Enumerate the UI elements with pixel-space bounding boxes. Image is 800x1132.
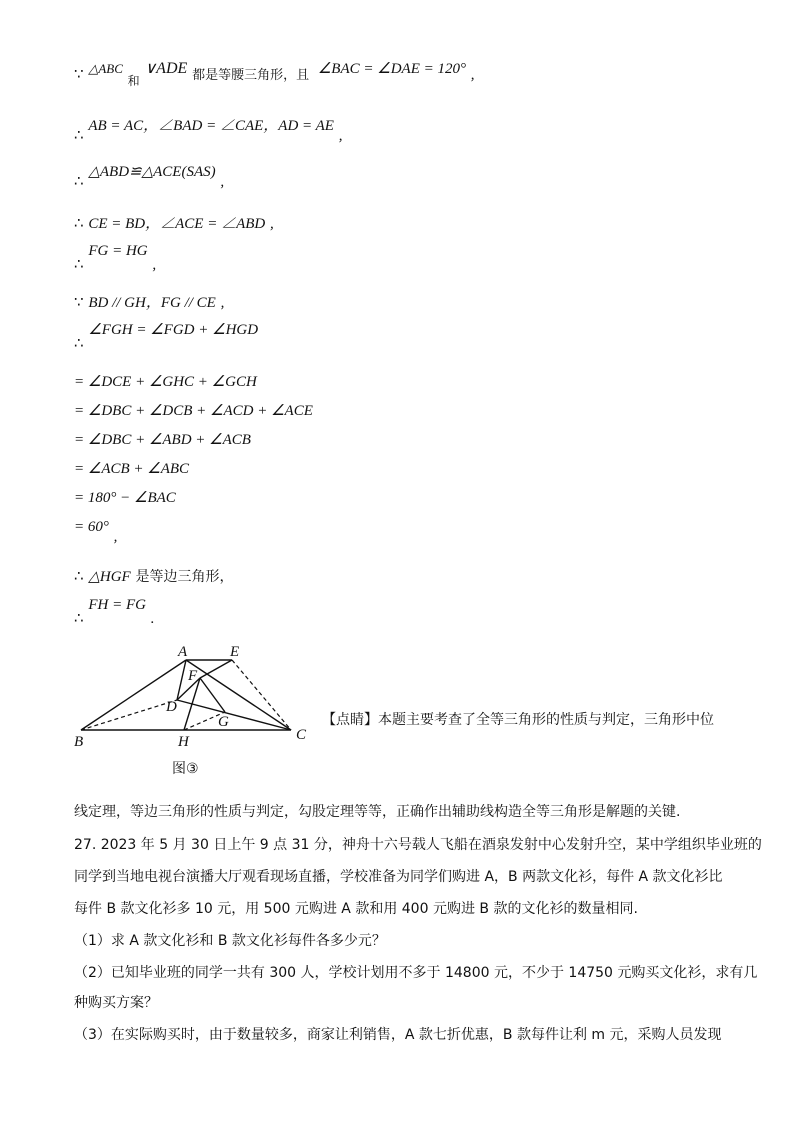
math-text: FH = FG [88, 597, 146, 613]
math-text: ∠BAC = ∠DAE = 120° [317, 61, 466, 77]
therefore-symbol: ∴ [74, 172, 84, 190]
proof-line-14 [74, 566, 233, 586]
math-text: ∠FGH = ∠FGD + ∠HGD [88, 322, 259, 338]
figure-caption: 图③ [172, 761, 199, 777]
math-text: ∨ADE [144, 60, 188, 77]
proof-line-5 [74, 241, 157, 273]
proof-line-11: = ∠ACB + ∠ABC [74, 461, 190, 477]
punct: , [220, 295, 225, 311]
segment-ad [177, 660, 186, 700]
text: 都是等腰三角形，且 [192, 68, 310, 83]
segment-dc [177, 700, 291, 730]
proof-line-15 [74, 595, 155, 627]
question-line-3: 每件 B 款文化衫多 10 元，用 500 元购进 A 款和用 400 元购进 B 款的文化衫的数量相同. [74, 901, 638, 917]
punct: , [152, 257, 157, 273]
text: 是等边三角形， [135, 569, 234, 585]
math-text: △HGF [88, 569, 131, 585]
label-a: A [178, 644, 188, 660]
label-f: F [188, 668, 198, 684]
question-part-2-cont: 种购买方案？ [74, 995, 158, 1011]
math-text: △ABC [88, 61, 123, 76]
question-part-1: （1）求 A 款文化衫和 B 款文化衫每件各多少元？ [74, 933, 386, 949]
proof-line-2 [74, 114, 343, 144]
segment-ec-dashed [232, 660, 291, 730]
punct: , [220, 174, 225, 190]
label-c: C [296, 727, 307, 743]
text: 和 [127, 74, 140, 88]
comment-tail: 线定理，等边三角形的性质与判定，勾股定理等等，正确作出辅助线构造全等三角形是解题的关键. [74, 804, 681, 820]
label-d: D [166, 699, 177, 715]
proof-line-4 [74, 212, 274, 233]
proof-line-7 [74, 320, 259, 352]
question-part-3: （3）在实际购买时，由于数量较多，商家让利销售，A 款七折优惠，B 款每件让利 m 元，采购人员发现 [74, 1027, 722, 1043]
segment-ab [81, 660, 186, 730]
comment-head: 【点睛】本题主要考查了全等三角形的性质与判定，三角形中位 [322, 712, 714, 728]
proof-line-8: = ∠DCE + ∠GHC + ∠GCH [74, 374, 257, 390]
label-h: H [178, 734, 189, 750]
proof-line-12: = 180° − ∠BAC [74, 490, 176, 506]
label-e: E [230, 644, 240, 660]
math-text: BD // GH，FG // CE [88, 295, 216, 311]
punct: . [150, 611, 155, 627]
proof-line-6 [74, 291, 224, 312]
math-text: CE = BD，∠ACE = ∠ABD [88, 216, 266, 232]
therefore-symbol: ∴ [74, 567, 84, 585]
proof-line-10: = ∠DBC + ∠ABD + ∠ACB [74, 432, 251, 448]
segment-ac [186, 660, 291, 730]
math-text: = 60° [74, 519, 109, 535]
because-symbol: ∵ [74, 65, 84, 83]
punct: , [270, 216, 274, 232]
segment-fe [200, 660, 232, 678]
therefore-symbol: ∴ [74, 334, 84, 352]
label-g: G [218, 714, 229, 730]
label-b: B [74, 734, 84, 750]
because-symbol: ∵ [74, 293, 84, 311]
segment-bd-dashed [81, 700, 177, 730]
proof-line-1 [74, 60, 475, 88]
therefore-symbol: ∴ [74, 126, 84, 144]
punct: , [470, 67, 475, 83]
math-text: AB = AC，∠BAD = ∠CAE，AD = AE [88, 118, 334, 134]
question-line-2: 同学到当地电视台演播大厅观看现场直播，学校准备为同学们购进 A，B 两款文化衫，每件 A 款文化衫比 [74, 869, 723, 885]
math-text: FG = HG [88, 243, 148, 259]
proof-line-3 [74, 162, 225, 190]
punct: , [338, 128, 343, 144]
question-line-1: 27. 2023 年 5 月 30 日上午 9 点 31 分，神舟十六号载人飞船在酒泉发射中心发射升空，某中学组织毕业班的 [74, 837, 762, 853]
punct: , [113, 529, 118, 545]
math-text: △ABD≌△ACE(SAS) [88, 164, 216, 180]
question-part-2: （2）已知毕业班的同学一共有 300 人，学校计划用不多于 14800 元，不少于 14750 元购买文化衫，求有几 [74, 965, 758, 981]
proof-line-13 [74, 517, 118, 545]
therefore-symbol: ∴ [74, 214, 84, 232]
therefore-symbol: ∴ [74, 609, 84, 627]
proof-line-9: = ∠DBC + ∠DCB + ∠ACD + ∠ACE [74, 403, 313, 419]
therefore-symbol: ∴ [74, 255, 84, 273]
